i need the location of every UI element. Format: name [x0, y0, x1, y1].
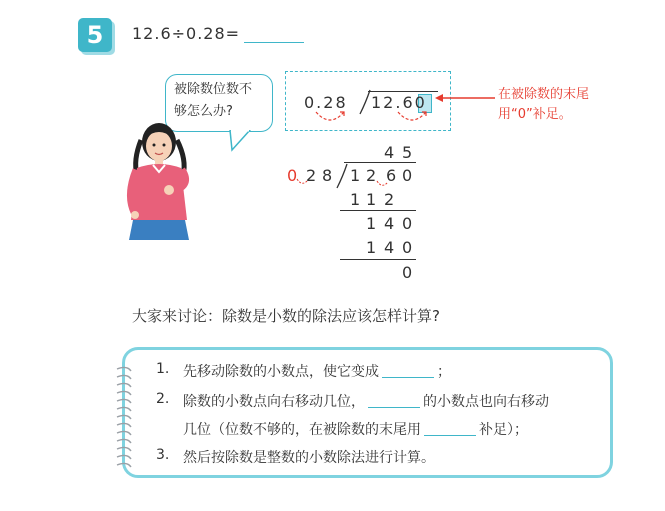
illustration-divisor: 0.28	[304, 93, 348, 112]
rule-text: 的小数点也向右移动	[423, 394, 549, 410]
step-digit: 1	[366, 214, 377, 233]
step-digit: 2	[384, 190, 395, 209]
rule-1	[183, 361, 451, 381]
step-digit: 0	[402, 214, 413, 233]
dividend-digit: 2	[366, 166, 377, 185]
dividend-digit: 1	[350, 166, 361, 185]
divisor-digit: 0	[287, 166, 298, 185]
rule-2	[183, 391, 549, 411]
division-overline	[368, 91, 438, 92]
divisor-digit: 2	[306, 166, 317, 185]
decimal-shift-arrow	[376, 180, 390, 190]
remainder: 0	[402, 263, 413, 282]
fill-blank[interactable]	[424, 435, 476, 436]
answer-blank[interactable]	[244, 42, 304, 43]
rule-2-continued	[183, 419, 528, 439]
girl-illustration	[125, 120, 200, 245]
note-line-1: 在被除数的末尾	[498, 87, 590, 102]
notebook-spiral-icon	[113, 365, 137, 475]
dividend-digit: 0	[402, 166, 413, 185]
speech-line-2: 够怎么办?	[174, 104, 233, 119]
rule-number: 3.	[156, 447, 170, 463]
rule-text: 然后按除数是整数的小数除法进行计算。	[183, 450, 435, 466]
quotient-digit: 4	[384, 143, 395, 162]
step-digit: 4	[384, 238, 395, 257]
rule-text: 先移动除数的小数点，使它变成	[183, 364, 379, 380]
speech-line-1: 被除数位数不	[174, 82, 253, 97]
problem-number-badge: 5	[78, 18, 112, 52]
rule-3	[183, 447, 435, 467]
dividend-digit: 6	[386, 166, 397, 185]
added-zero: 0	[414, 93, 427, 112]
step-digit: 0	[402, 238, 413, 257]
problem-expression: 12.6÷0.28=	[132, 24, 241, 43]
step-digit: 1	[350, 190, 361, 209]
note-line-2: 用“0”补足。	[498, 107, 572, 122]
subtraction-line	[340, 210, 416, 211]
subtraction-line	[340, 259, 416, 260]
arrow-icon	[435, 92, 497, 104]
annotation-note	[498, 85, 608, 125]
decimal-shift-arrow	[296, 178, 310, 188]
division-overline	[344, 162, 416, 163]
step-digit: 1	[366, 238, 377, 257]
rule-text: 补足）；	[479, 422, 528, 438]
step-digit: 4	[384, 214, 395, 233]
discussion-question: 大家来讨论：除数是小数的除法应该怎样计算?	[132, 307, 440, 325]
divisor-digit: 8	[322, 166, 333, 185]
rule-text: 除数的小数点向右移动几位，	[183, 394, 365, 410]
decimal-shift-arrows	[300, 108, 450, 128]
speech-bubble-tail	[228, 130, 258, 152]
rule-text: ；	[437, 364, 451, 380]
fill-blank[interactable]	[368, 407, 420, 408]
division-bracket	[335, 163, 349, 189]
fill-blank[interactable]	[382, 377, 434, 378]
step-digit: 1	[366, 190, 377, 209]
rule-number: 2.	[156, 391, 170, 407]
rule-number: 1.	[156, 361, 170, 377]
quotient-digit: 5	[402, 143, 413, 162]
dividend-digits: 12.6	[371, 93, 415, 112]
rule-text: 几位（位数不够的，在被除数的末尾用	[183, 422, 421, 438]
